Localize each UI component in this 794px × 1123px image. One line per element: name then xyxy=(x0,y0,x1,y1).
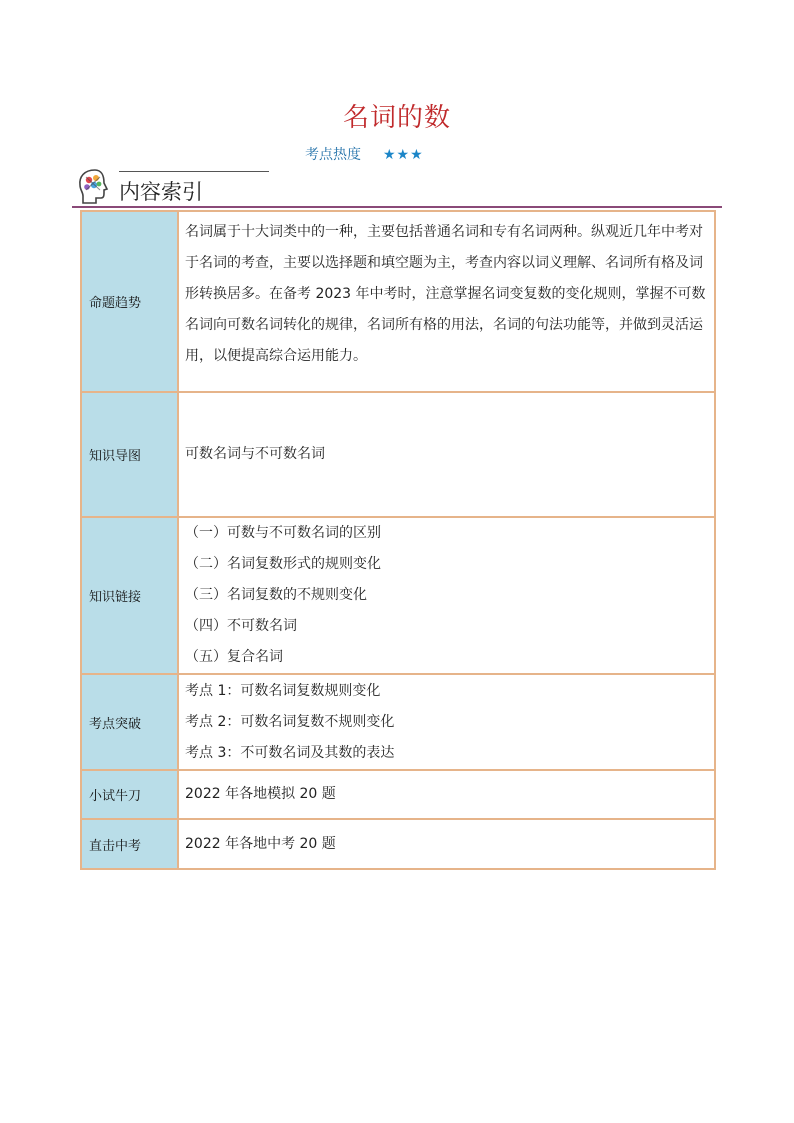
list-item: 考点 1：可数名词复数规则变化 xyxy=(185,682,381,699)
table-row xyxy=(82,393,714,516)
list-item: （四）不可数名词 xyxy=(185,618,297,634)
row-label: 考点突破 xyxy=(82,675,177,769)
list-item: 考点 3：不可数名词及其数的表达 xyxy=(185,744,395,761)
row-content: 2022 年各地模拟 20 题 xyxy=(179,771,714,818)
head-brain-icon xyxy=(74,166,114,206)
row-label: 直击中考 xyxy=(82,820,177,868)
heat-rating xyxy=(305,144,424,164)
list-item: （五）复合名词 xyxy=(185,649,283,665)
row-content: 2022 年各地中考 20 题 xyxy=(179,820,714,868)
row-content xyxy=(179,518,714,673)
table-row xyxy=(82,675,714,769)
document-title: 名词的数 xyxy=(342,103,451,133)
row-content xyxy=(179,675,714,769)
heat-label: 考点热度 xyxy=(305,147,361,163)
list-item: （三）名词复数的不规则变化 xyxy=(185,587,367,603)
row-content: 可数名词与不可数名词 xyxy=(179,393,714,516)
table-row xyxy=(82,771,714,818)
section-header xyxy=(72,166,722,210)
list-item: （二）名词复数形式的规则变化 xyxy=(185,556,381,572)
row-paragraph: 名词属于十大词类中的一种，主要包括普通名词和专有名词两种。纵观近几年中考对于名词的考查，主要以选择题和填空题为主，考查内容以词义理解、名词所有格及词形转换居多。在备考 2023 年中考时，注意掌握名词变复数的变化规则，掌握不可数名词向可数名词转化的规律，名词所有格的用法，名词的句法功能等，并做到灵活运用，以便提高综合运用能力。 xyxy=(185,224,706,364)
row-label: 知识导图 xyxy=(82,393,177,516)
section-title: 内容索引 xyxy=(119,180,203,204)
content-index-table xyxy=(80,210,716,870)
row-label: 命题趋势 xyxy=(82,212,177,391)
table-row xyxy=(82,820,714,868)
table-row xyxy=(82,518,714,673)
row-content xyxy=(179,212,714,391)
table-row xyxy=(82,212,714,391)
heat-stars: ★★★ xyxy=(383,147,424,163)
head-underline xyxy=(72,206,722,208)
head-topline xyxy=(119,171,269,172)
list-item: （一）可数与不可数名词的区别 xyxy=(185,525,381,541)
row-label: 知识链接 xyxy=(82,518,177,673)
row-label: 小试牛刀 xyxy=(82,771,177,818)
list-item: 考点 2：可数名词复数不规则变化 xyxy=(185,713,395,730)
